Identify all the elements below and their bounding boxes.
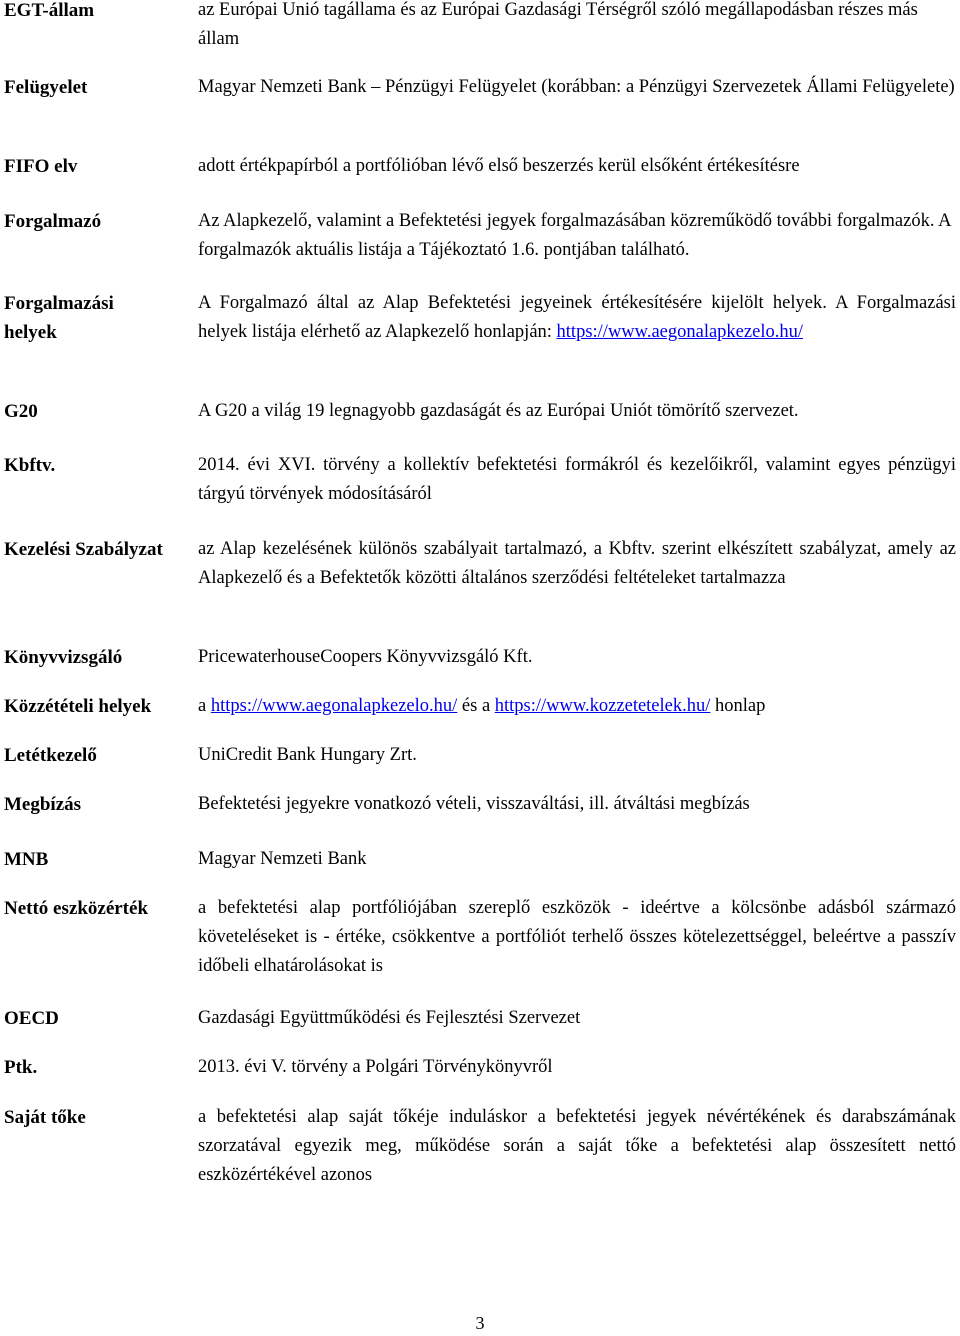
def-kezelesi-szabalyzat: az Alap kezelésének különös szabályait tartalmazó, a Kbftv. szerint elkészített szabályzat, amely az Alapkezelő és a Befektetők közötti általános szerződési feltételeket tartalmazza — [198, 539, 956, 588]
page-number: 3 — [475, 1313, 485, 1333]
term-konyvvizsgalo: Könyvvizsgáló — [4, 647, 123, 668]
aegon-link[interactable]: https://www.aegonalapkezelo.hu/ — [556, 322, 803, 342]
def-letetkezelo: UniCredit Bank Hungary Zrt. — [198, 745, 417, 765]
term-mnb: MNB — [4, 849, 49, 870]
def-forgalmazasi-helyek-text: A Forgalmazó által az Alap Befektetési jegyeinek értékesítésére kijelölt helyek. A Forgalmazási helyek listája elérhető az Alapkezelő honlapján: — [198, 293, 956, 342]
term-kezelesi-szabalyzat: Kezelési Szabályzat — [4, 539, 163, 560]
term-oecd: OECD — [4, 1008, 59, 1029]
def-kozzeteteli-helyek — [198, 692, 956, 721]
term-sajat-toke: Saját tőke — [4, 1107, 86, 1128]
term-megbizas: Megbízás — [4, 794, 82, 815]
def-g20: A G20 a világ 19 legnagyobb gazdaságát és az Európai Uniót tömörítő szervezet. — [198, 401, 799, 421]
def-sajat-toke: a befektetési alap saját tőkéje induláskor a befektetési jegyek névértékének és darabszámának szorzatával egyezik meg, működése során a saját tőke a befektetési alap összesített nettó eszközértékével azonos — [198, 1107, 956, 1185]
def-kbftv: 2014. évi XVI. törvény a kollektív befektetési formákról és kezelőikről, valamint egyes pénzügyi tárgyú törvények módosításáról — [198, 455, 956, 504]
term-fifo-elv: FIFO elv — [4, 156, 78, 177]
def-forgalmazasi-helyek — [198, 289, 956, 347]
def-netto-eszkozertek: a befektetési alap portfóliójában szereplő eszközök - ideértve a kölcsönbe adásból származó követeléseket is - értéke, csökkentve a portfóliót terhelő összes kötelezettséggel, beleértve a passzív időbeli elhatárolásokat is — [198, 898, 956, 976]
def-kozzeteteli-mid: és a — [457, 696, 495, 716]
kozzetetelek-link[interactable]: https://www.kozzetetelek.hu/ — [494, 696, 711, 716]
aegon-link-2[interactable]: https://www.aegonalapkezelo.hu/ — [210, 696, 458, 716]
def-oecd: Gazdasági Együttműködési és Fejlesztési Szervezet — [198, 1008, 581, 1028]
term-netto-eszkozertek: Nettó eszközérték — [4, 898, 149, 919]
term-kozzeteteli-helyek: Közzétételi helyek — [4, 696, 152, 717]
term-forgalmazo: Forgalmazó — [4, 211, 102, 232]
def-mnb: Magyar Nemzeti Bank — [198, 849, 367, 869]
term-egt-allam: EGT-állam — [4, 0, 95, 21]
term-kbftv: Kbftv. — [4, 455, 56, 476]
def-fifo-elv: adott értékpapírból a portfólióban lévő első beszerzés kerül elsőként értékesítésre — [198, 156, 800, 176]
term-forgalmazasi-helyek: Forgalmazási helyek — [4, 293, 114, 343]
def-felugyelet: Magyar Nemzeti Bank – Pénzügyi Felügyelet (korábban: a Pénzügyi Szervezetek Állami Felügyelete) — [198, 77, 955, 97]
def-ptk: 2013. évi V. törvény a Polgári Törvénykönyvről — [198, 1057, 553, 1077]
def-kozzeteteli-post: honlap — [710, 696, 766, 716]
def-konyvvizsgalo: PricewaterhouseCoopers Könyvvizsgáló Kft. — [198, 647, 533, 667]
def-forgalmazo: Az Alapkezelő, valamint a Befektetési jegyek forgalmazásában közreműködő további forgalmazók. A forgalmazók aktuális listája a Tájékoztató 1.6. pontjában található. — [198, 211, 951, 260]
def-megbizas: Befektetési jegyekre vonatkozó vételi, visszaváltási, ill. átváltási megbízás — [198, 794, 750, 814]
term-letetkezelo: Letétkezelő — [4, 745, 97, 766]
term-ptk: Ptk. — [4, 1057, 38, 1078]
def-egt-allam: az Európai Unió tagállama és az Európai Gazdasági Térségről szóló megállapodásban részes más állam — [198, 0, 918, 49]
term-felugyelet: Felügyelet — [4, 77, 88, 98]
term-g20: G20 — [4, 401, 38, 422]
def-kozzeteteli-pre: a — [198, 696, 211, 716]
